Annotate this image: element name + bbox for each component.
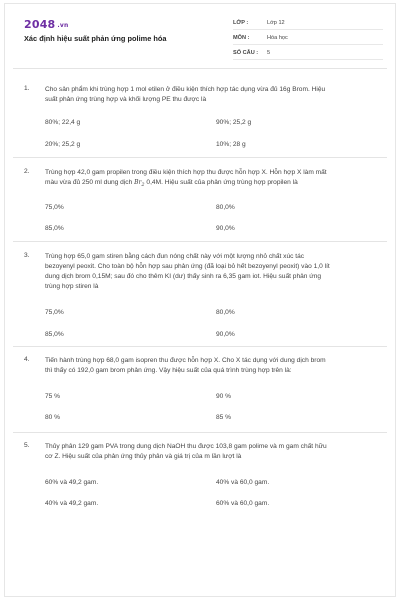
option-b[interactable]: 40% và 60,0 gam.: [216, 479, 270, 486]
question-line: [45, 178, 370, 190]
logo-main: 2048: [24, 18, 56, 31]
logo-tld: .vn: [57, 22, 69, 29]
question-separator: [13, 157, 387, 158]
question-number: 4.: [24, 356, 30, 363]
meta-subject-label: MÔN :: [233, 35, 250, 41]
question-number: 5.: [24, 442, 30, 449]
question-line: bezoyenyl peoxit. Cho toàn bộ hỗn hợp sau phản ứng (đã loại bỏ hết bezoyenyl peoxit) vào 1,0 lít: [45, 263, 330, 270]
question-text: [45, 252, 370, 292]
question-text: [45, 168, 370, 190]
question-line: Tiến hành trùng hợp 68,0 gam isopren thu được hỗn hợp X. Cho X tác dụng với dung dịch brom: [45, 357, 326, 364]
formula-symbol: Br: [134, 179, 142, 186]
question-line-head: màu vừa đủ 250 ml dung dịch: [45, 179, 133, 186]
formula-subscript: 2: [141, 182, 145, 189]
meta-count-label: SỐ CÂU :: [233, 50, 259, 56]
option-a[interactable]: 75,0%: [45, 309, 64, 316]
header-divider: [13, 68, 387, 69]
question-line: Trùng hợp 42,0 gam propilen trong điều kiện thích hợp thu được hỗn hợp X. Hỗn hợp X làm mất: [45, 169, 327, 176]
option-d[interactable]: 90,0%: [216, 225, 235, 232]
formula-br2: [134, 179, 145, 189]
question-number: 1.: [24, 85, 30, 92]
meta-underline: [233, 59, 383, 60]
option-a[interactable]: 75 %: [45, 393, 61, 400]
option-c[interactable]: 85,0%: [45, 331, 64, 338]
option-d[interactable]: 85 %: [216, 414, 232, 421]
option-b[interactable]: 80,0%: [216, 309, 235, 316]
meta-underline: [233, 29, 383, 30]
meta-class-row: [233, 20, 383, 29]
worksheet-header: [5, 4, 395, 66]
meta-class-label: LỚP :: [233, 20, 249, 26]
option-b[interactable]: 90%; 25,2 g: [216, 119, 252, 126]
question-separator: [13, 241, 387, 242]
option-c[interactable]: 20%; 25,2 g: [45, 141, 81, 148]
question-line: suất phản ứng trùng hợp và khối lượng PE thu được là: [45, 96, 207, 103]
worksheet-page: [4, 3, 396, 597]
question-text: [45, 85, 370, 105]
question-number: 3.: [24, 252, 30, 259]
meta-count-row: [233, 50, 383, 59]
meta-subject-row: [233, 35, 383, 44]
option-d[interactable]: 10%; 28 g: [216, 141, 246, 148]
question-separator: [13, 432, 387, 433]
question-line: thì thấy có 192,0 gam brom phản ứng. Vậy hiệu suất của quá trình trùng hợp trên là:: [45, 367, 292, 374]
option-b[interactable]: 90 %: [216, 393, 232, 400]
option-c[interactable]: 40% và 49,2 gam.: [45, 500, 99, 507]
option-a[interactable]: 80%; 22,4 g: [45, 119, 81, 126]
option-a[interactable]: 75,0%: [45, 204, 64, 211]
meta-underline: [233, 44, 383, 45]
question-line: dung dịch brom 0,15M; sau đó cho thêm KI (dư) thấy sinh ra 6,35 gam iot. Hiệu suất phản ứng: [45, 273, 322, 280]
option-c[interactable]: 80 %: [45, 414, 61, 421]
question-text: [45, 442, 370, 462]
question-text: [45, 356, 370, 376]
question-line: Trùng hợp 65,0 gam stiren bằng cách đun nóng chất này với một lượng nhỏ chất xúc tác: [45, 253, 305, 260]
meta-count-value: 5: [267, 50, 271, 56]
question-line-tail: 0,4M. Hiệu suất của phản ứng trùng hợp propilen là: [144, 179, 298, 186]
meta-class-value: Lớp 12: [267, 20, 285, 26]
site-logo[interactable]: [24, 18, 68, 31]
option-d[interactable]: 90,0%: [216, 331, 235, 338]
option-b[interactable]: 80,0%: [216, 204, 235, 211]
meta-subject-value: Hóa học: [267, 35, 288, 41]
question-line: cơ Z. Hiệu suất của phản ứng thủy phân và giá trị của m lần lượt là: [45, 453, 242, 460]
option-d[interactable]: 60% và 60,0 gam.: [216, 500, 270, 507]
option-c[interactable]: 85,0%: [45, 225, 64, 232]
worksheet-title: Xác định hiệu suất phản ứng polime hóa: [24, 34, 167, 43]
question-line: trùng hợp stiren là: [45, 283, 99, 290]
option-a[interactable]: 60% và 49,2 gam.: [45, 479, 99, 486]
question-line: Thủy phân 129 gam PVA trong dung dịch NaOH thu được 103,8 gam polime và m gam chất hữu: [45, 443, 327, 450]
question-number: 2.: [24, 168, 30, 175]
question-separator: [13, 346, 387, 347]
question-line: Cho sản phẩm khi trùng hợp 1 mol etilen ở điều kiện thích hợp tác dụng vừa đủ 16g Brom. Hiệu: [45, 86, 326, 93]
